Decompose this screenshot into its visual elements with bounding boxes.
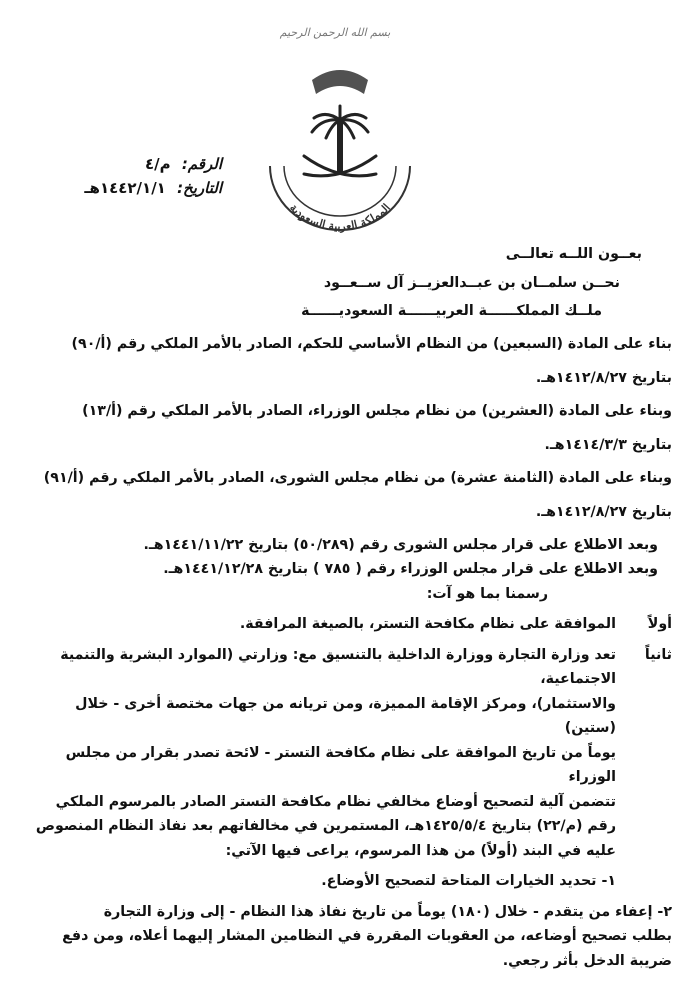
preamble-date: بتاريخ ١٤١٢/٨/٢٧هـ. xyxy=(535,504,672,520)
basmala: بسم الله الرحمن الرحيم xyxy=(279,26,391,39)
number-line xyxy=(22,155,222,173)
date-value: ١٤٤٢/١/١هـ xyxy=(84,179,166,197)
subitem-line: ضريبة الدخل بأثر رجعي. xyxy=(502,952,672,969)
number-label: الرقم: xyxy=(181,155,222,173)
article-first xyxy=(32,612,672,637)
decree-body xyxy=(32,242,672,973)
date-line xyxy=(22,179,222,197)
preamble-paragraph xyxy=(32,332,672,391)
article-line: تعد وزارة التجارة ووزارة الداخلية بالتنسيق مع: وزارتي (الموارد البشرية والتنمية الاجتماعية، xyxy=(60,646,616,687)
heading-king-title: ملــك المملكــــــة العربيــــــة السعوديــــــة xyxy=(301,303,602,319)
preamble-line: وبناء على المادة (الثامنة عشرة) من نظام مجلس الشورى، الصادر بالأمر الملكي رقم (أ/٩١) xyxy=(43,469,672,486)
article-number: ثانياً xyxy=(644,646,672,663)
preamble-line: بناء على المادة (السبعين) من النظام الأساسي للحكم، الصادر بالأمر الملكي رقم (أ/٩٠) xyxy=(71,335,672,352)
date-label: التاريخ: xyxy=(177,179,222,197)
svg-text:المملكة العربية السعودية xyxy=(287,201,393,233)
number-value: م/٤ xyxy=(144,155,171,173)
document-meta xyxy=(22,155,222,203)
review-cabinet-line: وبعد الاطلاع على قرار مجلس الوزراء رقم ( ٧٨٥ ) بتاريخ ١٤٤١/١٢/٢٨هـ. xyxy=(163,561,658,577)
heading-king-name: نحــن سلمــان بن عبــدالعزيــز آل ســعــود xyxy=(323,274,620,291)
subitem-line: بطلب تصحيح أوضاعه، من العقوبات المقررة في النظامين المشار إليهما أعلاه، ومن دفع xyxy=(62,928,672,944)
preamble-paragraph xyxy=(32,466,672,525)
subitem-one: ١- تحديد الخيارات المتاحة لتصحيح الأوضاع. xyxy=(321,873,616,889)
saudi-emblem-icon xyxy=(240,58,440,258)
article-second xyxy=(32,643,672,894)
article-line: تتضمن آلية لتصحيح أوضاع مخالفي نظام مكافحة التستر الصادر بالمرسوم الملكي xyxy=(55,793,616,810)
subitem-line: ٢- إعفاء من يتقدم - خلال (١٨٠) يوماً من تاريخ نفاذ هذا النظام - إلى وزارة التجارة xyxy=(103,903,672,920)
article-line: عليه في البند (أولاً) من هذا المرسوم، يراعى فيها الآتي: xyxy=(225,842,616,859)
preamble-line: وبناء على المادة (العشرين) من نظام مجلس الوزراء، الصادر بالأمر الملكي رقم (أ/١٣) xyxy=(82,402,672,419)
preamble-paragraph xyxy=(32,399,672,458)
heading-invocation: بعــون اللــه تعالــى xyxy=(505,246,642,262)
article-line: الموافقة على نظام مكافحة التستر، بالصيغة المرافقة. xyxy=(239,616,616,632)
preamble-date: بتاريخ ١٤١٤/٣/٣هـ. xyxy=(544,437,672,453)
decree-line: رسمنا بما هو آت: xyxy=(426,585,548,602)
review-paragraph xyxy=(32,533,658,607)
article-number: أولاً xyxy=(647,616,672,632)
preamble-date: بتاريخ ١٤١٢/٨/٢٧هـ. xyxy=(535,370,672,386)
subitem-two xyxy=(32,900,672,974)
article-line: والاستثمار)، ومركز الإقامة المميزة، ومن تريانه من جهات مختصة أخرى - خلال (ستين) xyxy=(75,695,616,736)
review-shura-line: وبعد الاطلاع على قرار مجلس الشورى رقم (٥٠/٢٨٩) بتاريخ ١٤٤١/١١/٢٢هـ. xyxy=(143,536,658,553)
article-line: يوماً من تاريخ الموافقة على نظام مكافحة التستر - لائحة تصدر بقرار من مجلس الوزراء xyxy=(65,744,616,785)
emblem-text: المملكة العربية السعودية xyxy=(287,201,393,234)
article-line: رقم (م/٢٢) بتاريخ ١٤٢٥/٥/٤هـ، المستمرين في مخالفاتهم بعد نفاذ النظام المنصوص xyxy=(35,818,616,834)
